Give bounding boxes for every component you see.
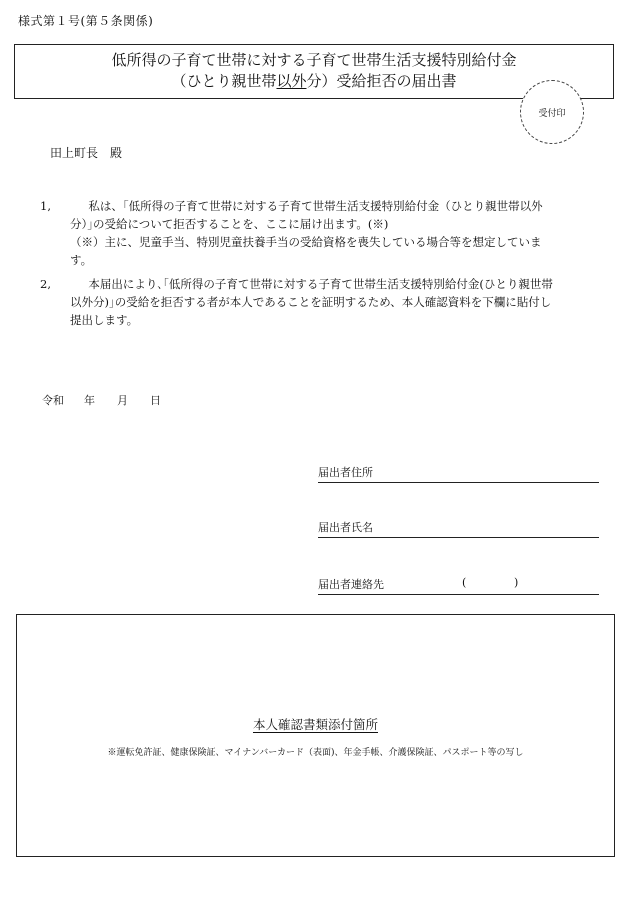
form-number: 様式第１号(第５条関係) [18,14,154,28]
applicant-contact-field[interactable] [318,576,599,595]
date-era: 令和 [42,394,64,407]
id-attachment-box[interactable] [16,614,615,857]
applicant-address-field[interactable] [318,464,599,483]
item-number-1: 1, [40,199,51,213]
paren-open: ( [462,576,467,589]
item-note-1: （※）主に、児童手当、特別児童扶養手当の受給資格を喪失している場合等を想定しています。 [70,235,542,267]
applicant-name-field[interactable] [318,519,599,538]
addressee: 田上町長 殿 [50,146,123,160]
attachment-note: ※運転免許証、健康保険証、マイナンバーカード（表面)、年金手帳、介護保険証、パスポート等の写し [107,748,524,758]
title-line-2 [15,71,613,92]
paren-close: ) [514,576,519,589]
date-year-field[interactable]: 年 [84,394,95,407]
attachment-title: 本人確認書類添付箇所 [252,717,378,732]
title-line-2-underlined: 以外 [276,72,307,90]
item-text-2: 本届出により､｢低所得の子育て世帯に対する子育て世帯生活支援特別給付金(ひとり親世帯以外分)｣の受給を拒否する者が本人であることを証明するため、本人確認資料を下欄に貼付し提出します。 [70,277,553,327]
item-number-2: 2, [40,277,51,291]
applicant-contact-label: 届出者連絡先 [318,578,384,591]
declaration-item-1 [40,197,560,269]
receipt-stamp-area [520,80,584,144]
title-line-2-pre: （ひとり親世帯 [171,72,277,90]
date-row [42,392,161,408]
document-title-box [14,44,614,99]
applicant-address-label: 届出者住所 [318,466,373,479]
title-line-1: 低所得の子育て世帯に対する子育て世帯生活支援特別給付金 [111,51,517,69]
date-day-field[interactable]: 日 [150,394,161,407]
date-month-field[interactable]: 月 [117,394,128,407]
item-text-1: 私は、｢低所得の子育て世帯に対する子育て世帯生活支援特別給付金（ひとり親世帯以外分）｣の受給について拒否することを、ここに届け出ます。(※) [70,199,543,231]
declaration-item-2 [40,275,560,329]
stamp-label: 受付印 [538,108,566,119]
declaration-items [40,197,560,335]
title-line-2-post: 分）受給拒否の届出書 [306,72,457,90]
applicant-name-label: 届出者氏名 [318,521,373,534]
